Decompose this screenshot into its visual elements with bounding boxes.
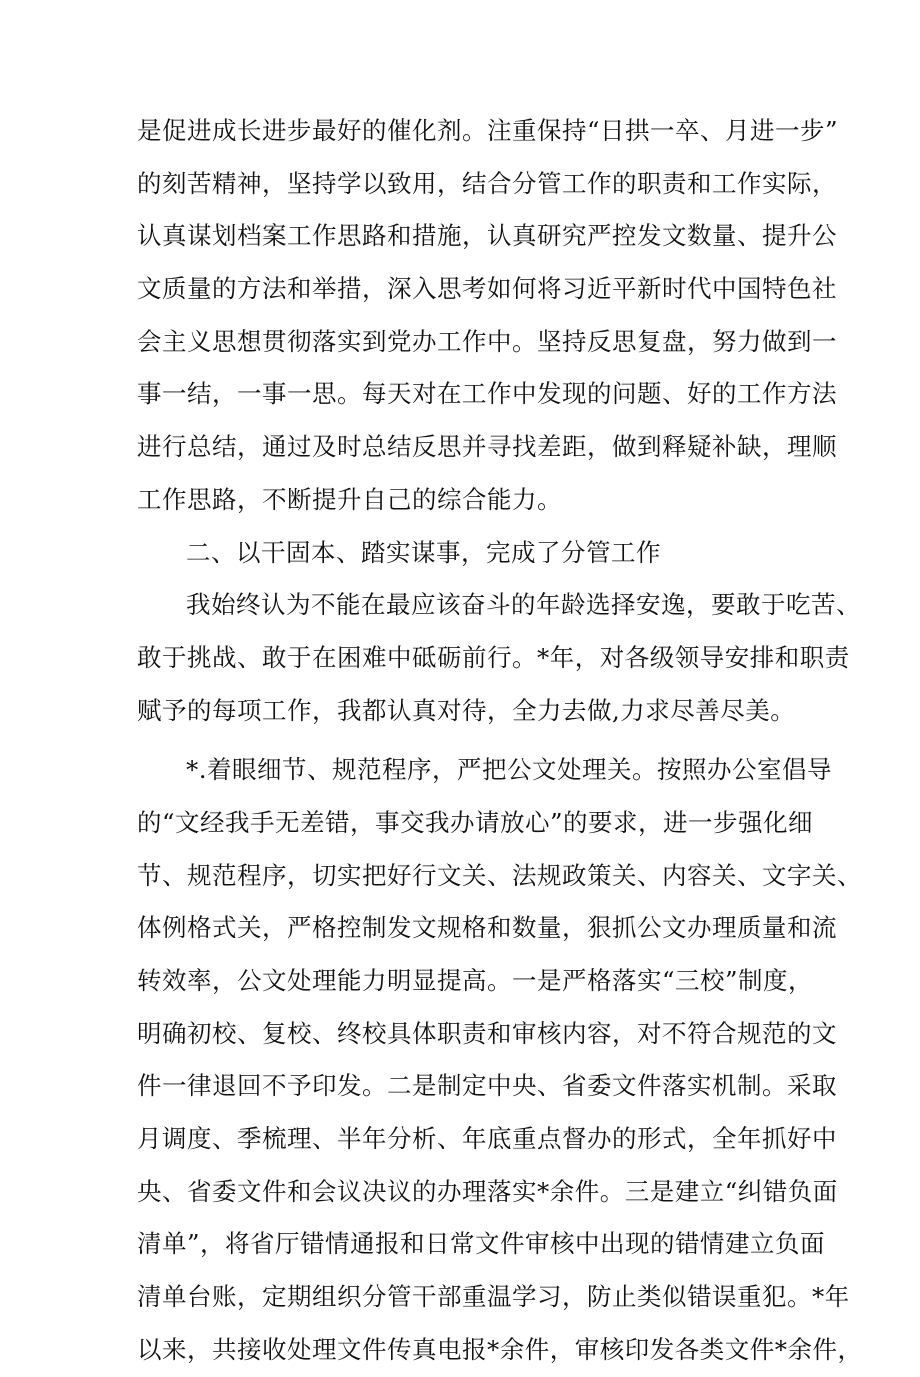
paragraph-line: 明确初校、复校、终校具体职责和审核内容，对不符合规范的文: [137, 1018, 837, 1048]
paragraph-line: 清单台账，定期组织分管干部重温学习，防止类似错误重犯。*年: [137, 1282, 850, 1312]
paragraph-line: 事一结，一事一思。每天对在工作中发现的问题、好的工作方法: [137, 379, 837, 409]
paragraph-line: 转效率，公文处理能力明显提高。一是严格落实“三校”制度，: [137, 966, 814, 995]
section-heading: 二、以干固本、踏实谋事，完成了分管工作: [186, 537, 661, 567]
paragraph-line: 月调度、季梳理、半年分析、年底重点督办的形式，全年抓好中: [137, 1124, 837, 1154]
paragraph-line: 会主义思想贯彻落实到党办工作中。坚持反思复盘，努力做到一: [137, 326, 837, 356]
paragraph-line: 是促进成长进步最好的催化剂。注重保持“日拱一卒、月进一步”: [137, 116, 839, 145]
paragraph-line: 节、规范程序，切实把好行文关、法规政策关、内容关、文字关、: [137, 860, 862, 890]
paragraph-line: 我始终认为不能在最应该奋斗的年龄选择安逸，要敢于吃苦、: [186, 590, 861, 620]
paragraph-line: 的刻苦精神，坚持学以致用，结合分管工作的职责和工作实际，: [137, 168, 837, 198]
paragraph-intro: [137, 579, 861, 737]
paragraph-line: 体例格式关，严格控制发文规格和数量，狠抓公文办理质量和流: [137, 913, 837, 943]
paragraph-line: 敢于挑战、敢于在困难中砥砺前行。*年，对各级领导安排和职责: [137, 642, 850, 672]
document-body: [137, 105, 863, 1377]
paragraph-line: 央、省委文件和会议决议的办理落实*余件。三是建立“纠错负面: [137, 1176, 838, 1206]
paragraph-line: *.着眼细节、规范程序，严把公文处理关。按照办公室倡导: [186, 755, 833, 785]
paragraph-line: 进行总结，通过及时总结反思并寻找差距，做到释疑补缺，理顺: [137, 432, 837, 462]
paragraph-line: 工作思路，不断提升自己的综合能力。: [137, 484, 562, 514]
paragraph-spacer: [137, 737, 797, 744]
paragraph-line: 的“文经我手无差错，事交我办请放心”的要求，进一步强化细: [137, 807, 814, 837]
paragraph-line: 赋予的每项工作，我都认真对待，全力去做,力求尽善尽美。: [137, 695, 796, 725]
paragraph-line: 文质量的方法和举措，深入思考如何将习近平新时代中国特色社: [137, 274, 837, 304]
paragraph-line: 清单”，将省厅错情通报和日常文件审核中出现的错情建立负面: [137, 1229, 826, 1259]
paragraph-line: 件一律退回不予印发。二是制定中央、省委文件落实机制。采取: [137, 1071, 837, 1101]
paragraph-line: 认真谋划档案工作思路和措施，认真研究严控发文数量、提升公: [137, 221, 837, 251]
paragraph-line: 以来，共接收处理文件传真电报*余件，审核印发各类文件*余件，: [137, 1334, 863, 1364]
paragraph-learning: [137, 105, 839, 527]
paragraph-document-handling: [137, 744, 863, 1376]
